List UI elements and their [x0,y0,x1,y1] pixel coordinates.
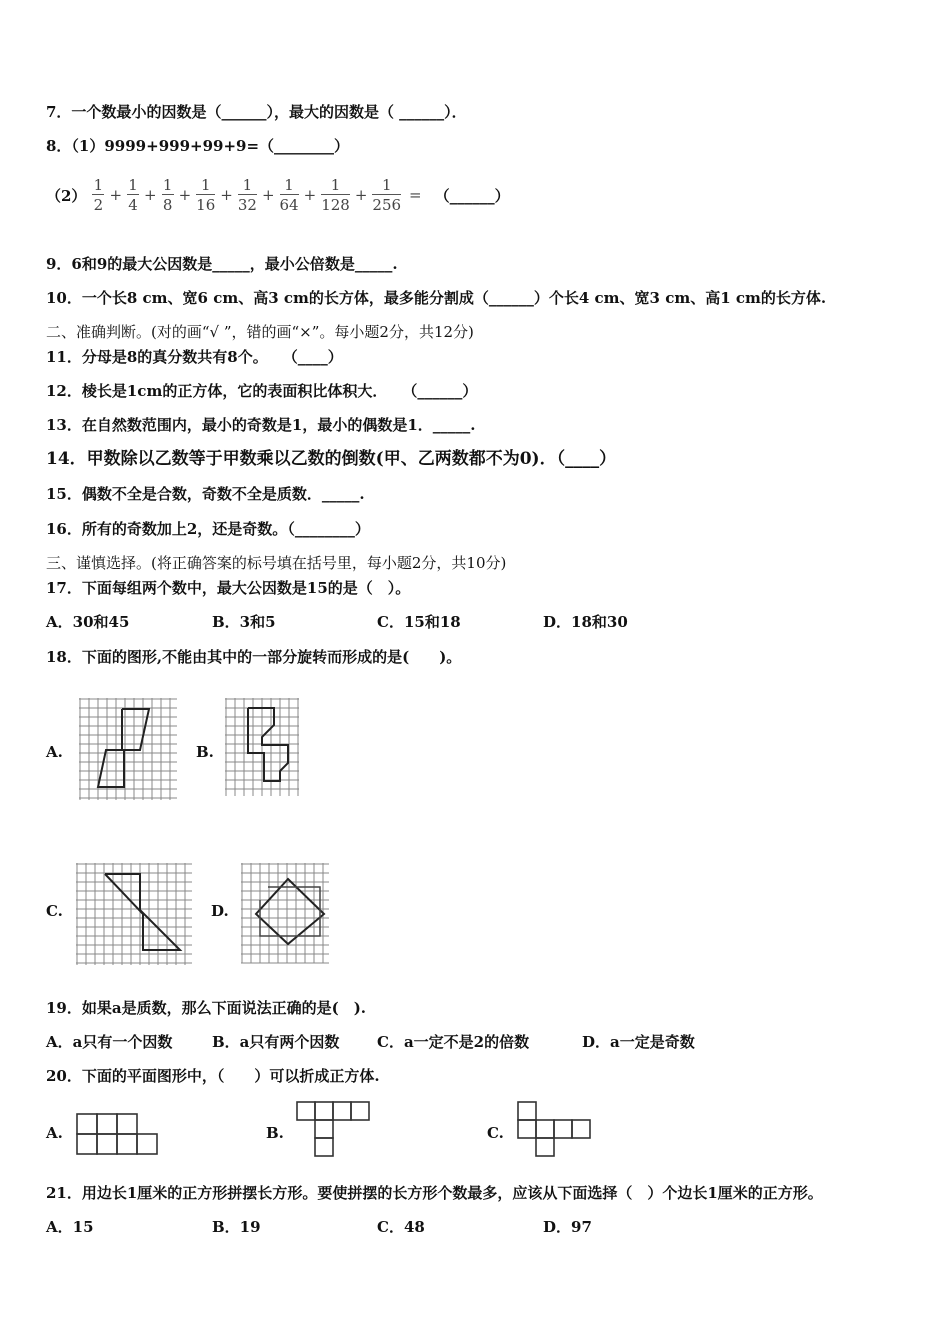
question-8-part-2-label: （2） [46,186,87,205]
fraction-numerator: 1 [200,175,211,194]
plus-sign: + [144,186,157,204]
q20-net-c[interactable] [516,1100,592,1160]
question-7: 7．一个数最小的因数是（______），最大的因数是（ ______）． [46,103,467,121]
q21-option-d[interactable]: D．97 [543,1218,592,1236]
section-2-heading: 二、准确判断。(对的画“√ ”，错的画“×”。每小题2分，共12分) [46,323,474,341]
fraction [372,176,401,215]
fraction [238,176,257,215]
q18-figure-a[interactable] [76,695,180,803]
question-17: 17．下面每组两个数中，最大公因数是15的是（ ）。 [46,579,411,597]
question-8-part-2 [46,170,510,220]
fraction [127,176,139,215]
plus-sign: + [354,186,368,204]
grid-figure-a [76,695,180,803]
fraction-denominator: 64 [279,195,299,214]
q21-option-c[interactable]: C．48 [377,1218,425,1236]
fraction-numerator: 1 [162,175,173,194]
question-20: 20．下面的平面图形中，（ ）可以折成正方体. [46,1067,380,1085]
q17-option-b[interactable]: B．3和5 [212,613,276,631]
fraction-denominator: 4 [128,195,138,214]
fraction-denominator: 2 [93,195,104,214]
question-11: 11．分母是8的真分数共有8个。 （____） [46,348,343,366]
question-15: 15．偶数不全是合数，奇数不全是质数．_____. [46,485,365,503]
fraction-numerator: 1 [381,175,392,194]
q19-option-c[interactable]: C．a一定不是2的倍数 [377,1033,530,1051]
fraction-numerator: 1 [284,175,294,194]
fraction-numerator: 1 [128,175,138,194]
grid-figure-c [73,860,195,968]
plus-sign: + [220,186,233,204]
plus-sign: + [303,186,317,204]
question-10: 10．一个长8 cm、宽6 cm、高3 cm的长方体，最多能分割成（______）个长4 cm、宽3 cm、高1 cm的长方体. [46,289,827,307]
fraction-denominator: 128 [321,195,350,214]
plus-sign: + [178,186,192,204]
q20-option-c-label[interactable]: C. [487,1124,504,1142]
grid-figure-d [238,860,332,966]
cube-net-a [75,1112,159,1158]
q17-option-a[interactable]: A．30和45 [46,613,130,631]
question-18: 18．下面的图形,不能由其中的一部分旋转而形成的是( )。 [46,648,462,666]
plus-sign: + [261,186,275,204]
fraction-denominator: 256 [372,195,402,214]
q19-option-b[interactable]: B．a只有两个因数 [212,1033,340,1051]
q18-figure-d[interactable] [238,860,332,966]
q19-option-a[interactable]: A．a只有一个因数 [46,1033,173,1051]
q18-option-c-label[interactable]: C. [46,902,63,920]
grid-figure-b [222,695,302,799]
q17-option-d[interactable]: D．18和30 [543,613,628,631]
q18-figure-b[interactable] [222,695,302,799]
q18-figure-c[interactable] [73,860,195,968]
fraction-numerator: 1 [242,175,253,194]
q20-option-a-label[interactable]: A. [46,1124,63,1142]
question-19: 19．如果a是质数，那么下面说法正确的是( ). [46,999,367,1017]
question-12: 12．棱长是1cm的正方体，它的表面积比体积大． （______） [46,382,478,400]
fraction [196,176,215,215]
answer-blank: （______） [434,186,510,205]
fraction [280,176,299,215]
question-21: 21．用边长1厘米的正方形拼摆长方形。要使拼摆的长方形个数最多，应该从下面选择（ ）个边长1厘米的正方形。 [46,1184,823,1202]
fraction [162,176,174,215]
fraction [92,176,104,215]
fraction-denominator: 32 [237,195,257,214]
fraction-numerator: 1 [330,175,341,194]
q20-net-a[interactable] [75,1112,159,1158]
question-13: 13．在自然数范围内，最小的奇数是1，最小的偶数是1．_____. [46,416,476,434]
fraction [321,176,350,215]
section-3-heading: 三、谨慎选择。(将正确答案的标号填在括号里，每小题2分，共10分) [46,554,507,572]
fraction-denominator: 8 [162,195,173,214]
cube-net-c [516,1100,592,1160]
question-8-part-1: 8．（1）9999+999+99+9=（________） [46,137,350,155]
fraction-sum [90,176,403,215]
q18-option-d-label[interactable]: D. [211,902,229,920]
q21-option-a[interactable]: A．15 [46,1218,94,1236]
q18-option-a-label[interactable]: A. [46,743,63,761]
fraction-denominator: 16 [196,195,216,214]
q18-option-b-label[interactable]: B. [196,743,214,761]
question-16: 16．所有的奇数加上2，还是奇数。（________） [46,520,370,538]
q21-option-b[interactable]: B．19 [212,1218,261,1236]
q20-option-b-label[interactable]: B. [266,1124,284,1142]
cube-net-b [295,1100,371,1158]
question-9: 9．6和9的最大公因数是_____，最小公倍数是_____. [46,255,398,273]
equals-sign: = [409,186,422,204]
fraction-numerator: 1 [93,175,104,194]
q19-option-d[interactable]: D．a一定是奇数 [582,1033,695,1051]
question-14: 14．甲数除以乙数等于甲数乘以乙数的倒数(甲、乙两数都不为0)．（____） [46,449,617,469]
q20-net-b[interactable] [295,1100,371,1158]
q17-option-c[interactable]: C．15和18 [377,613,461,631]
plus-sign: + [109,186,123,204]
